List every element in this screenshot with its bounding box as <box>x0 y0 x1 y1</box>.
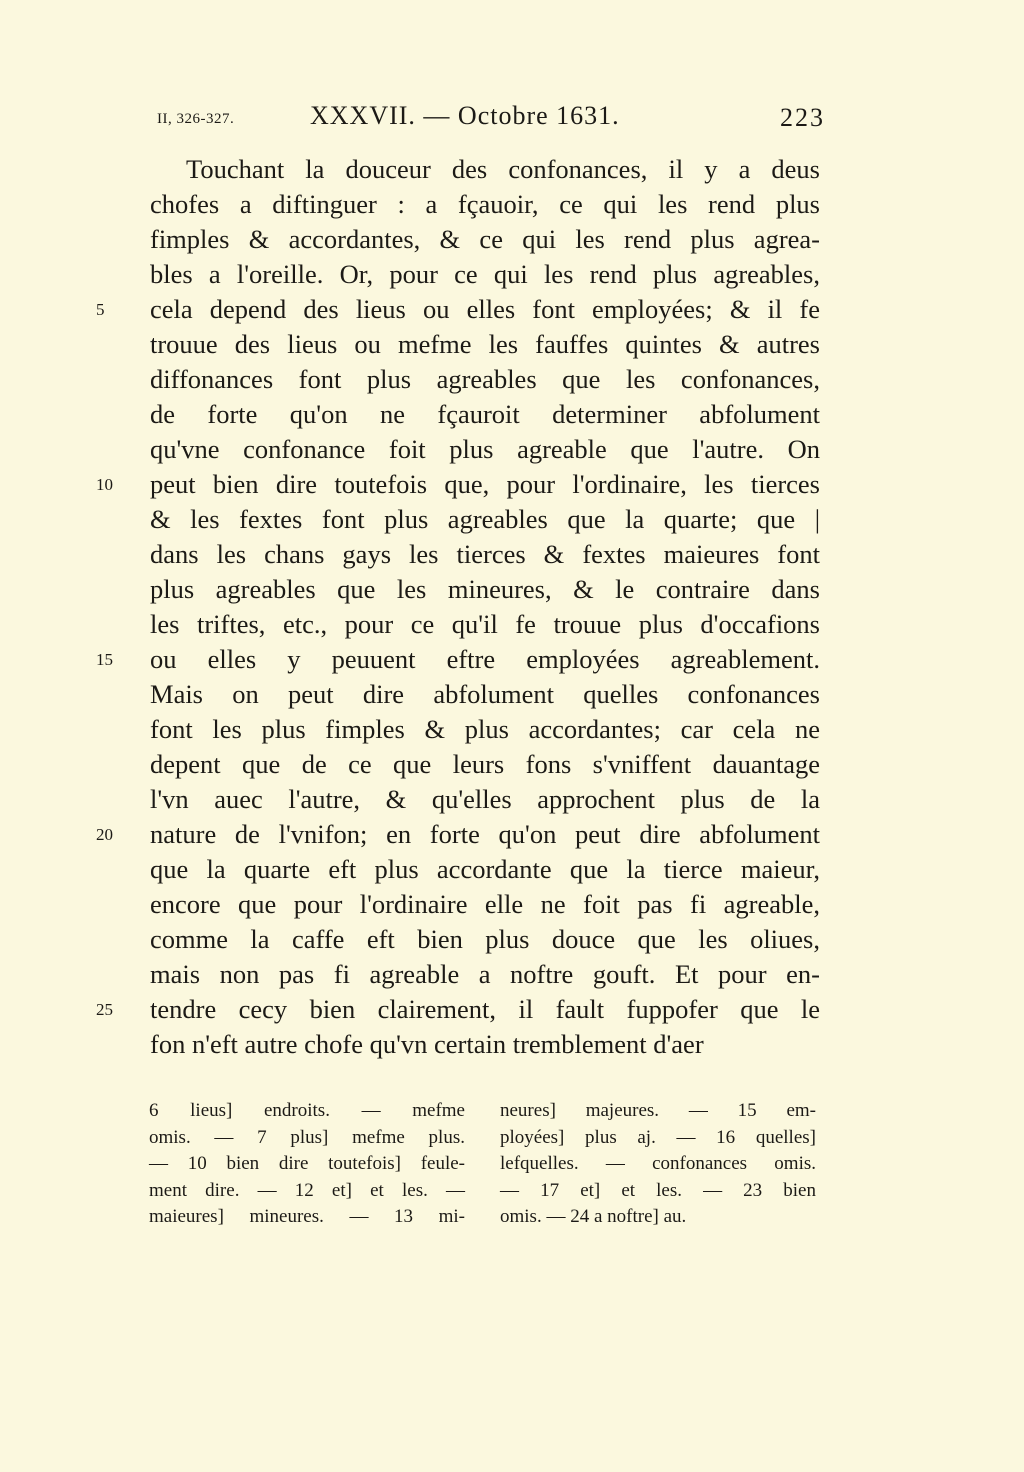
text-line: plus agreables que les mineures, & le contraire dans <box>150 574 820 604</box>
line-number: 15 <box>96 650 113 669</box>
text-line: nature de l'vnifon; en forte qu'on peut dire abfolument <box>150 819 820 849</box>
text-line: font les plus fimples & plus accordantes; car cela ne <box>150 714 820 744</box>
header-title: XXXVII. — Octobre 1631. <box>310 101 620 130</box>
text-line: qu'vne confonance foit plus agreable que l'autre. On <box>150 434 820 464</box>
text-line: fimples & accordantes, & ce qui les rend plus agrea- <box>150 224 820 254</box>
note-line: 6 lieus] endroits. — mefme <box>149 1100 465 1121</box>
note-line: lefquelles. — confonances omis. <box>500 1153 816 1174</box>
text-line: fon n'eft autre chofe qu'vn certain tremblement d'aer <box>150 1029 704 1059</box>
line-number: 5 <box>96 300 105 319</box>
text-line: peut bien dire toutefois que, pour l'ordinaire, les tierces <box>150 469 820 499</box>
text-line: tendre cecy bien clairement, il fault fuppofer que le <box>150 994 820 1024</box>
line-number: 20 <box>96 825 113 844</box>
note-line: — 17 et] et les. — 23 bien <box>500 1179 816 1201</box>
text-line: Touchant la douceur des confonances, il y a deus <box>186 154 820 184</box>
text-line: depent que de ce que leurs fons s'vniffent dauantage <box>150 749 820 779</box>
text-line: diffonances font plus agreables que les confonances, <box>150 364 820 394</box>
note-line: — 10 bien dire toutefois] feule- <box>149 1153 465 1174</box>
note-line: neures] majeures. — 15 em- <box>500 1100 816 1121</box>
text-line: Mais on peut dire abfolument quelles confonances <box>150 679 820 709</box>
text-line: encore que pour l'ordinaire elle ne foit pas fi agreable, <box>150 889 820 919</box>
text-line: chofes a diftinguer : a fçauoir, ce qui les rend plus <box>150 189 820 219</box>
text-line: les triftes, etc., pour ce qu'il fe trouue plus d'occafions <box>150 609 820 639</box>
running-header <box>0 101 1024 141</box>
note-line: maieures] mineures. — 13 mi- <box>149 1206 465 1227</box>
text-line: que la quarte eft plus accordante que la tierce maieur, <box>150 854 820 884</box>
note-line: ment dire. — 12 et] et les. — <box>149 1179 465 1201</box>
text-line: trouue des lieus ou mefme les fauffes quintes & autres <box>150 329 820 359</box>
header-reference: II, 326-327. <box>157 111 235 127</box>
text-line: dans les chans gays les tierces & fextes maieures font <box>150 539 820 569</box>
text-line: l'vn auec l'autre, & qu'elles approchent plus de la <box>150 784 820 814</box>
text-line: comme la caffe eft bien plus douce que les oliues, <box>150 924 820 954</box>
text-line: mais non pas fi agreable a noftre gouft. Et pour en- <box>150 959 820 989</box>
notes-right-column <box>500 1098 816 1231</box>
notes-left-column <box>149 1098 465 1231</box>
text-line: cela depend des lieus ou elles font employées; & il fe <box>150 294 820 324</box>
note-line: omis. — 24 a noftre] au. <box>500 1206 687 1227</box>
note-line: ployées] plus aj. — 16 quelles] <box>500 1126 816 1148</box>
text-line: de forte qu'on ne fçauroit determiner abfolument <box>150 399 820 429</box>
text-line: & les fextes font plus agreables que la quarte; que | <box>150 504 820 534</box>
line-number: 25 <box>96 1000 113 1019</box>
line-number: 10 <box>96 475 113 494</box>
page-number: 223 <box>780 103 825 132</box>
note-line: omis. — 7 plus] mefme plus. <box>149 1126 465 1148</box>
text-line: ou elles y peuuent eftre employées agreablement. <box>150 644 820 674</box>
text-line: bles a l'oreille. Or, pour ce qui les rend plus agreables, <box>150 259 820 289</box>
